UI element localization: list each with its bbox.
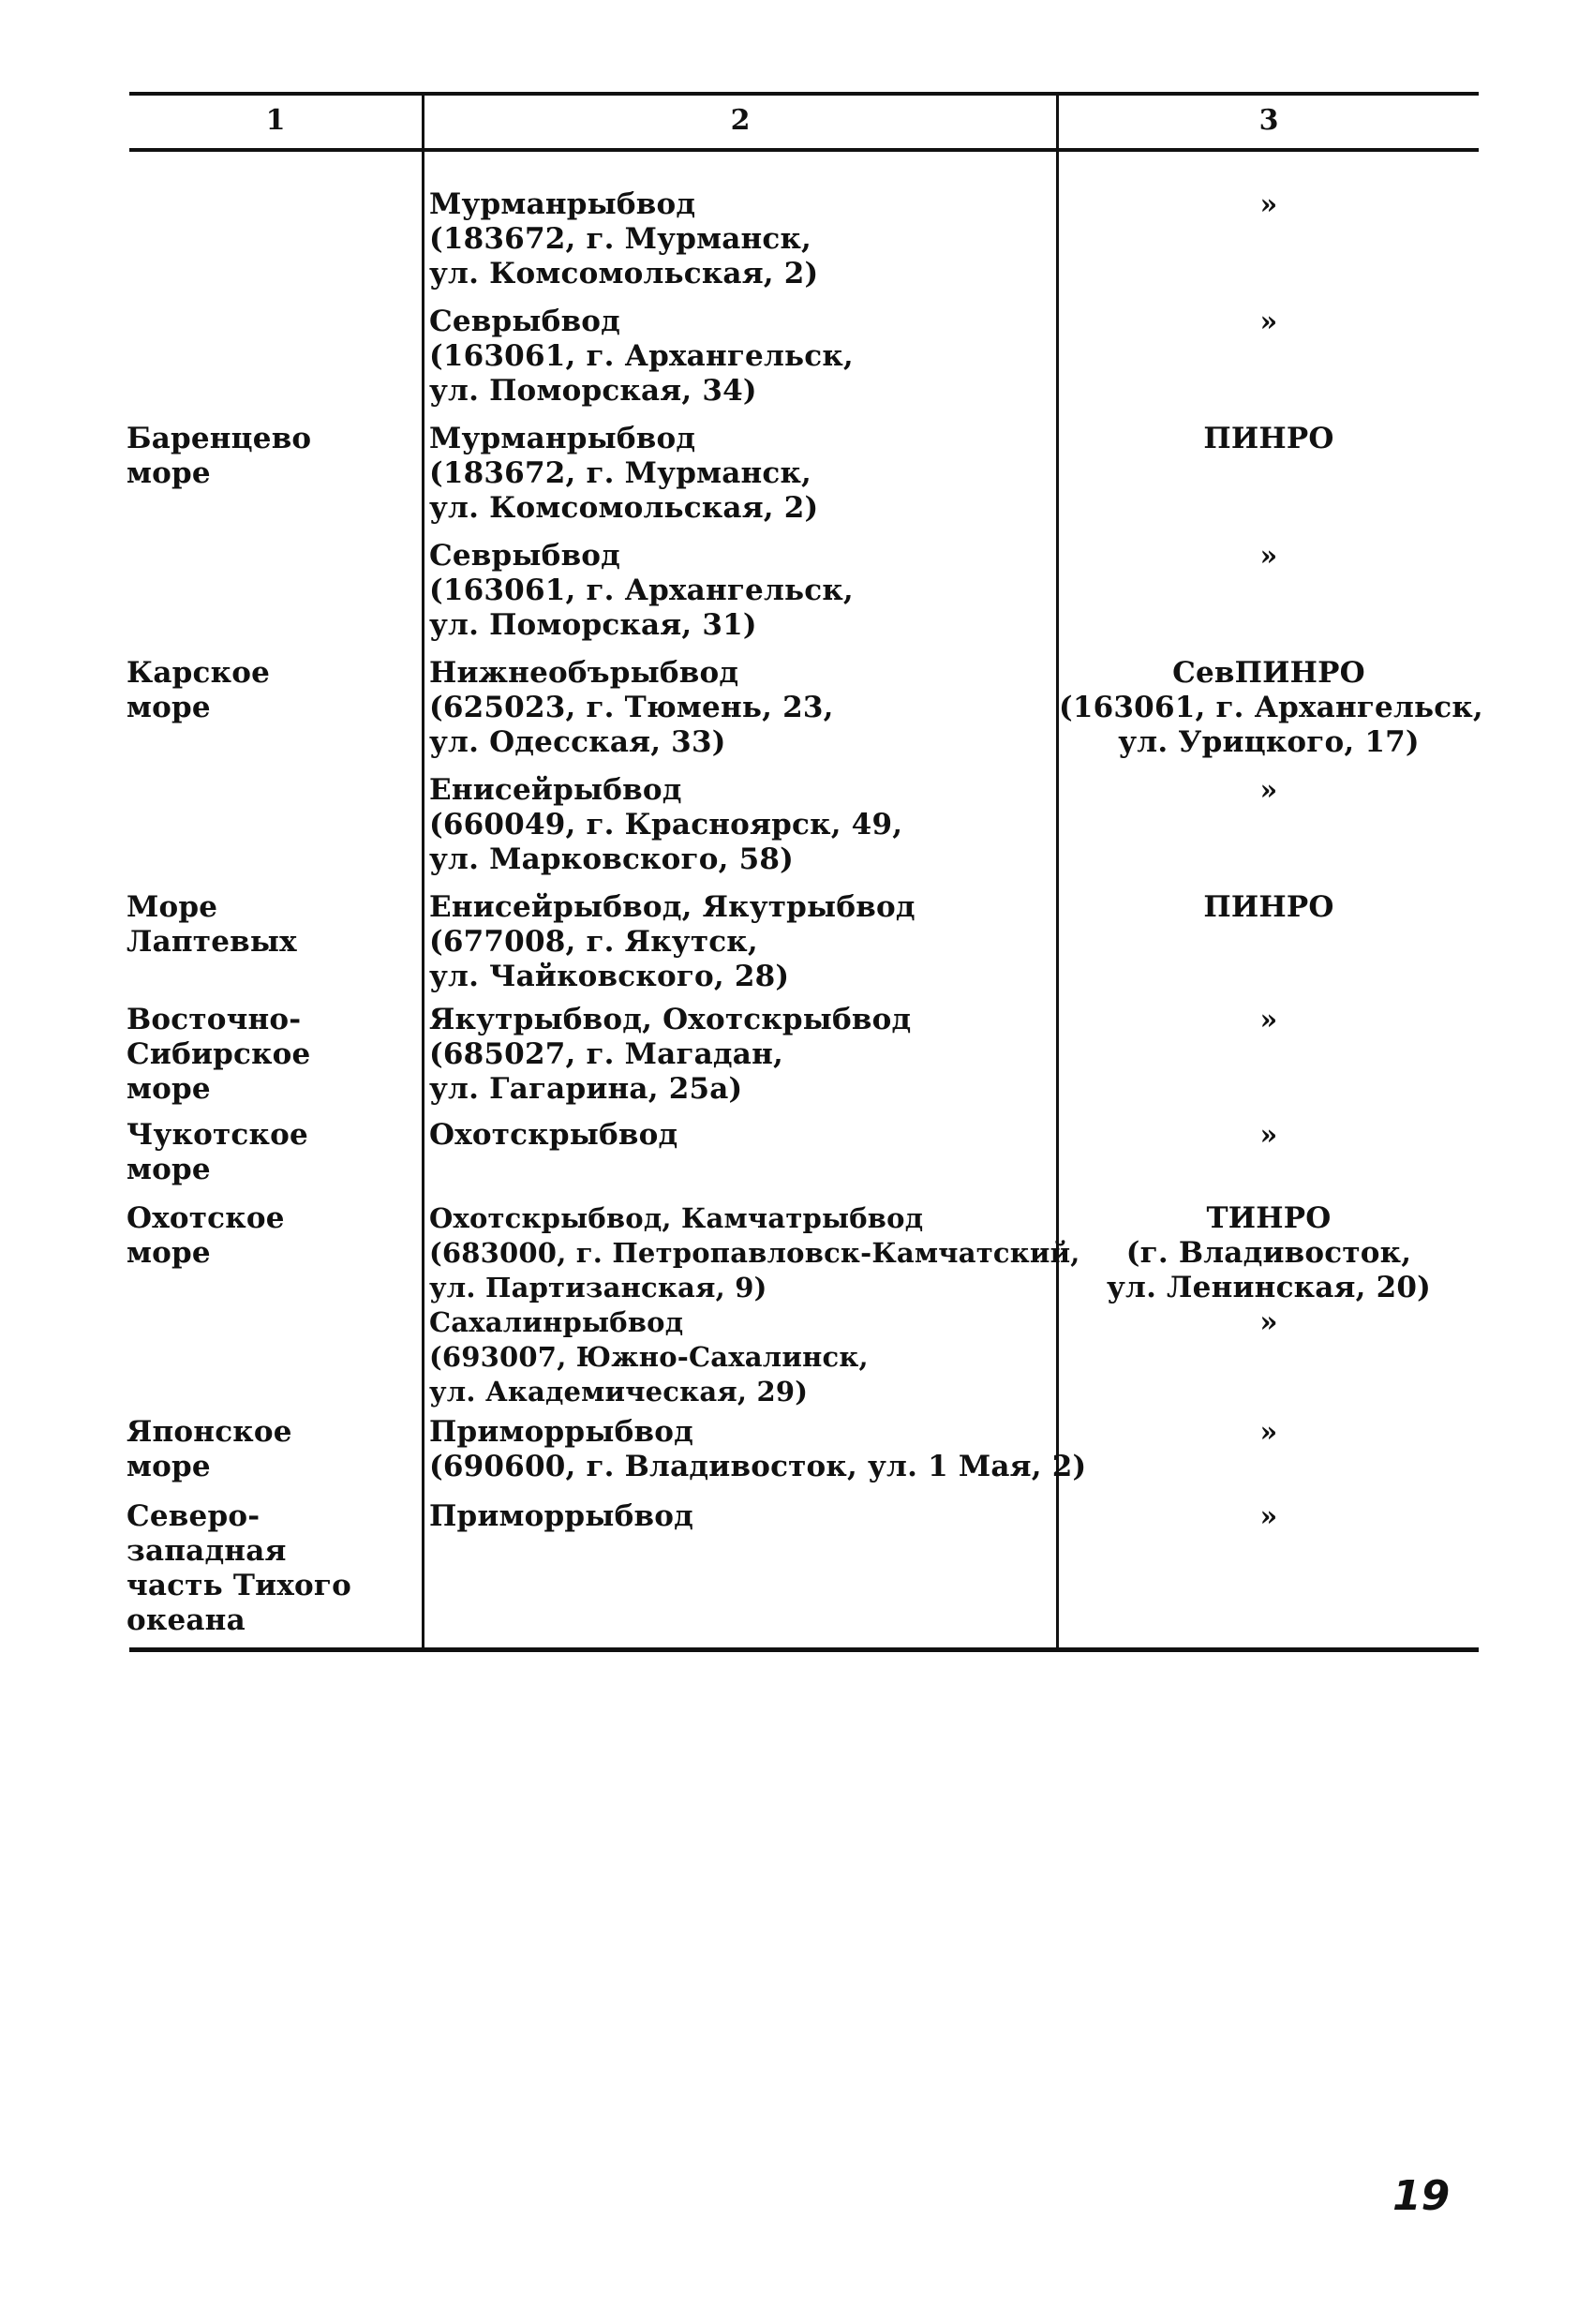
- fishery-cell: Севрыбвод (163061, г. Архангельск, ул. Поморская, 34): [429, 305, 854, 408]
- fishery-cell: Охотскрыбвод, Камчатрыбвод (683000, г. Петропавловск-Камчатский, ул. Партизанская, 9) Сахалинрыбвод (693007, Южно-Сахалинск, ул. Академическая, 29): [429, 1202, 1080, 1408]
- sea-cell: Карское море: [127, 656, 271, 724]
- column-header-1: 1: [265, 104, 286, 137]
- column-divider-1: [422, 94, 424, 1647]
- institute-cell: »: [1259, 1416, 1278, 1449]
- institute-cell: »: [1259, 774, 1278, 807]
- sea-cell: Восточно- Сибирское море: [127, 1003, 311, 1106]
- sea-cell: Северо- западная часть Тихого океана: [127, 1499, 351, 1637]
- table-header-rule: [129, 148, 1479, 152]
- sea-cell: Чукотское море: [127, 1118, 308, 1186]
- institute-cell: СевПИНРО (163061, г. Архангельск, ул. Урицкого, 17): [1059, 656, 1483, 759]
- institute-cell: »: [1259, 540, 1278, 573]
- fishery-cell: Приморрыбвод (690600, г. Владивосток, ул. 1 Мая, 2): [429, 1415, 1087, 1483]
- column-header-3: 3: [1258, 104, 1279, 137]
- page-number: 19: [1392, 2172, 1451, 2220]
- fishery-cell: Мурманрыбвод (183672, г. Мурманск, ул. Комсомольская, 2): [429, 187, 819, 290]
- fishery-cell: Приморрыбвод: [429, 1499, 693, 1533]
- table-top-rule: [129, 92, 1479, 96]
- sea-cell: Баренцево море: [127, 422, 312, 490]
- institute-cell: »: [1259, 1500, 1278, 1533]
- fishery-cell: Енисейрыбвод (660049, г. Красноярск, 49, ул. Марковского, 58): [429, 773, 903, 876]
- institute-cell: »: [1259, 1004, 1278, 1036]
- institute-cell: ТИНРО (г. Владивосток, ул. Ленинская, 20) »: [1106, 1201, 1432, 1339]
- fishery-cell: Севрыбвод (163061, г. Архангельск, ул. Поморская, 31): [429, 539, 854, 642]
- institute-cell: ПИНРО: [1203, 890, 1334, 924]
- sea-cell: Японское море: [127, 1415, 292, 1483]
- fishery-cell: Охотскрыбвод: [429, 1118, 678, 1152]
- table-bottom-rule: [129, 1647, 1479, 1652]
- institute-cell: ПИНРО: [1203, 422, 1334, 455]
- fishery-cell: Нижнеобърыбвод (625023, г. Тюмень, 23, ул. Одесская, 33): [429, 656, 834, 759]
- fishery-cell: Мурманрыбвод (183672, г. Мурманск, ул. Комсомольская, 2): [429, 422, 819, 525]
- sea-cell: Охотское море: [127, 1201, 285, 1270]
- institute-cell: »: [1259, 305, 1278, 338]
- sea-cell: Море Лаптевых: [127, 890, 297, 959]
- institute-cell: »: [1259, 188, 1278, 221]
- column-header-2: 2: [730, 104, 751, 137]
- fishery-cell: Якутрыбвод, Охотскрыбвод (685027, г. Магадан, ул. Гагарина, 25а): [429, 1003, 912, 1106]
- fishery-cell: Енисейрыбвод, Якутрыбвод (677008, г. Якутск, ул. Чайковского, 28): [429, 890, 916, 993]
- institute-cell: »: [1259, 1119, 1278, 1152]
